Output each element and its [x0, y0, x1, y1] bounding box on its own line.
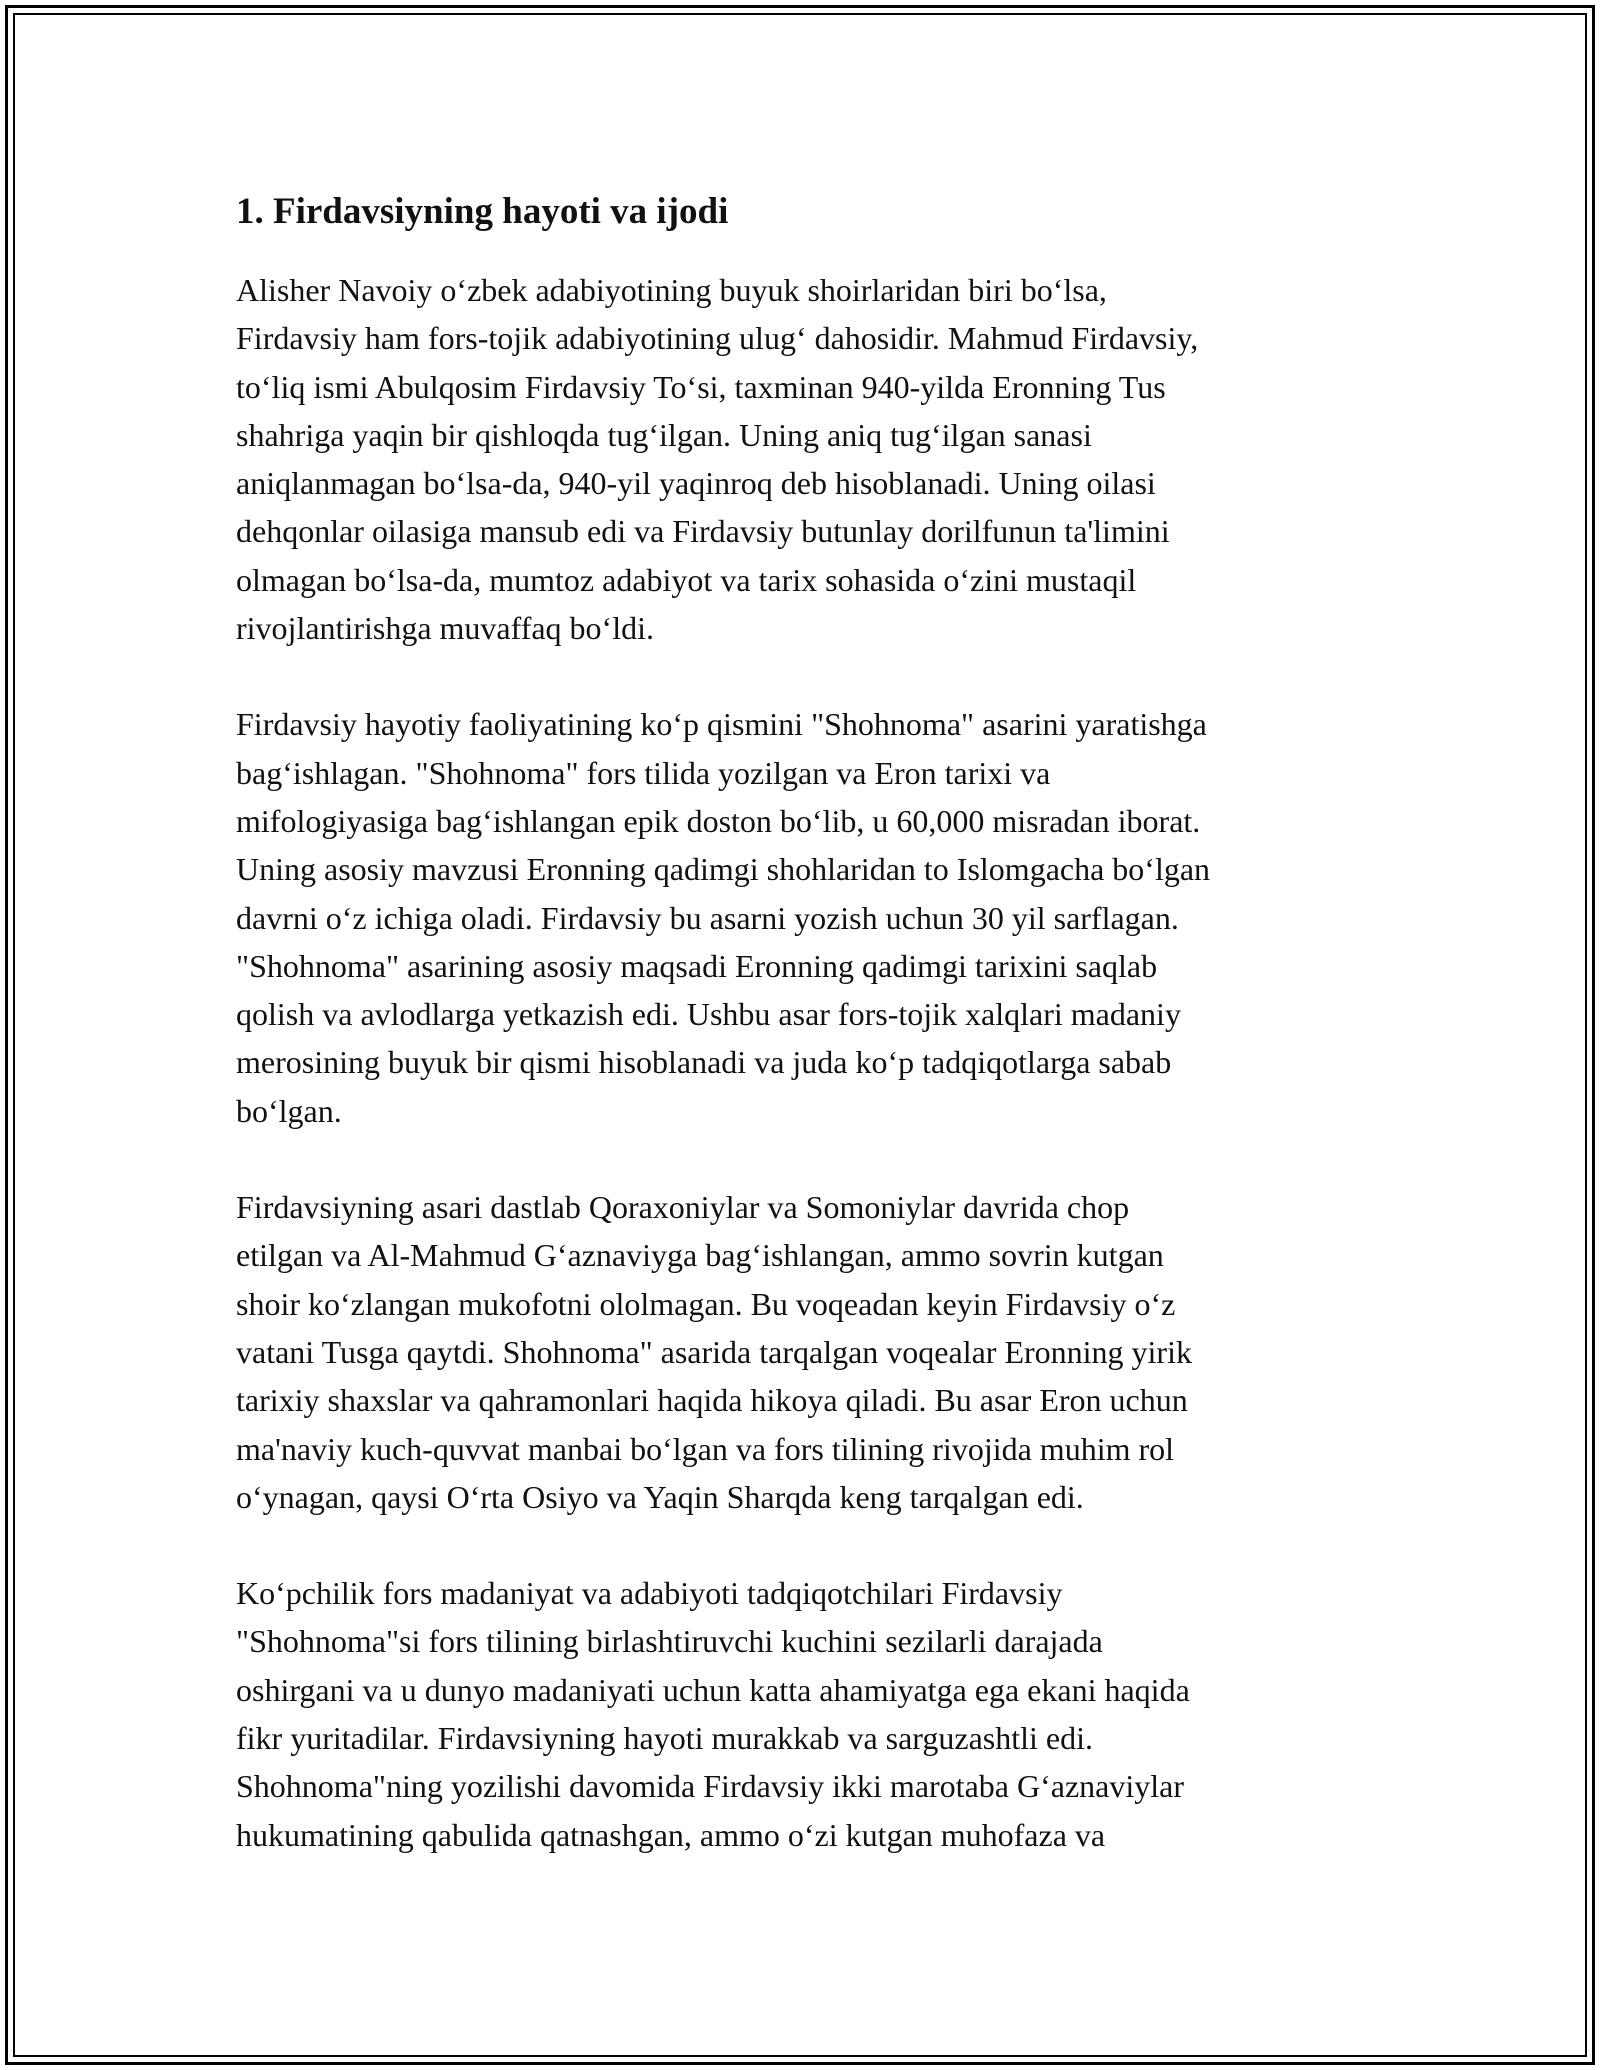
document-body	[236, 188, 1366, 1859]
paragraph-2: Firdavsiy hayotiy faoliyatining ko‘p qismini "Shohnoma" asarini yaratishga bag‘ishlagan. "Shohnoma" fors tilida yozilgan va Eron tarixi va mifologiyasiga bag‘ishlangan epik doston bo‘lib, u 60,000 misradan iborat. Uning asosiy mavzusi Eronning qadimgi shohlaridan to Islomgacha bo‘lgan davrni o‘z ichiga oladi. Firdavsiy bu asarni yozish uchun 30 yil sarflagan. "Shohnoma" asarining asosiy maqsadi Eronning qadimgi tarixini saqlab qolish va avlodlarga yetkazish edi. Ushbu asar fors-tojik xalqlari madaniy merosining buyuk bir qismi hisoblanadi va juda ko‘p tadqiqotlarga sabab bo‘lgan.	[236, 706, 1211, 1129]
section-title: 1. Firdavsiyning hayoti va ijodi	[236, 191, 729, 232]
paragraph-1: Alisher Navoiy o‘zbek adabiyotining buyuk shoirlaridan biri bo‘lsa, Firdavsiy ham fors-tojik adabiyotining ulug‘ dahosidir. Mahmud Firdavsiy, to‘liq ismi Abulqosim Firdavsiy To‘si, taxminan 940-yilda Eronning Tus shahriga yaqin bir qishloqda tug‘ilgan. Uning aniq tug‘ilgan sanasi aniqlanmagan bo‘lsa-da, 940-yil yaqinroq deb hisoblanadi. Uning oilasi dehqonlar oilasiga mansub edi va Firdavsiy butunlay dorilfunun ta'limini olmagan bo‘lsa-da, mumtoz adabiyot va tarix sohasida o‘zini mustaqil rivojlantirishga muvaffaq bo‘ldi.	[236, 272, 1199, 647]
paragraph-4: Ko‘pchilik fors madaniyat va adabiyoti tadqiqotchilari Firdavsiy "Shohnoma"si fors tilining birlashtiruvchi kuchini sezilarli darajada oshirgani va u dunyo madaniyati uchun katta ahamiyatga ega ekani haqida fikr yuritadilar. Firdavsiyning hayoti murakkab va sarguzashtli edi. Shohnoma"ning yozilishi davomida Firdavsiy ikki marotaba G‘aznaviylar hukumatining qabulida qatnashgan, ammo o‘zi kutgan muhofaza va	[236, 1575, 1190, 1853]
paragraph-3: Firdavsiyning asari dastlab Qoraxoniylar va Somoniylar davrida chop etilgan va Al-Mahmud G‘aznaviyga bag‘ishlangan, ammo sovrin kutgan shoir ko‘zlangan mukofotni ololmagan. Bu voqeadan keyin Firdavsiy o‘z vatani Tusga qaytdi. Shohnoma" asarida tarqalgan voqealar Eronning yirik tarixiy shaxslar va qahramonlari haqida hikoya qiladi. Bu asar Eron uchun ma'naviy kuch-quvvat manbai bo‘lgan va fors tilining rivojida muhim rol o‘ynagan, qaysi O‘rta Osiyo va Yaqin Sharqda keng tarqalgan edi.	[236, 1189, 1192, 1515]
